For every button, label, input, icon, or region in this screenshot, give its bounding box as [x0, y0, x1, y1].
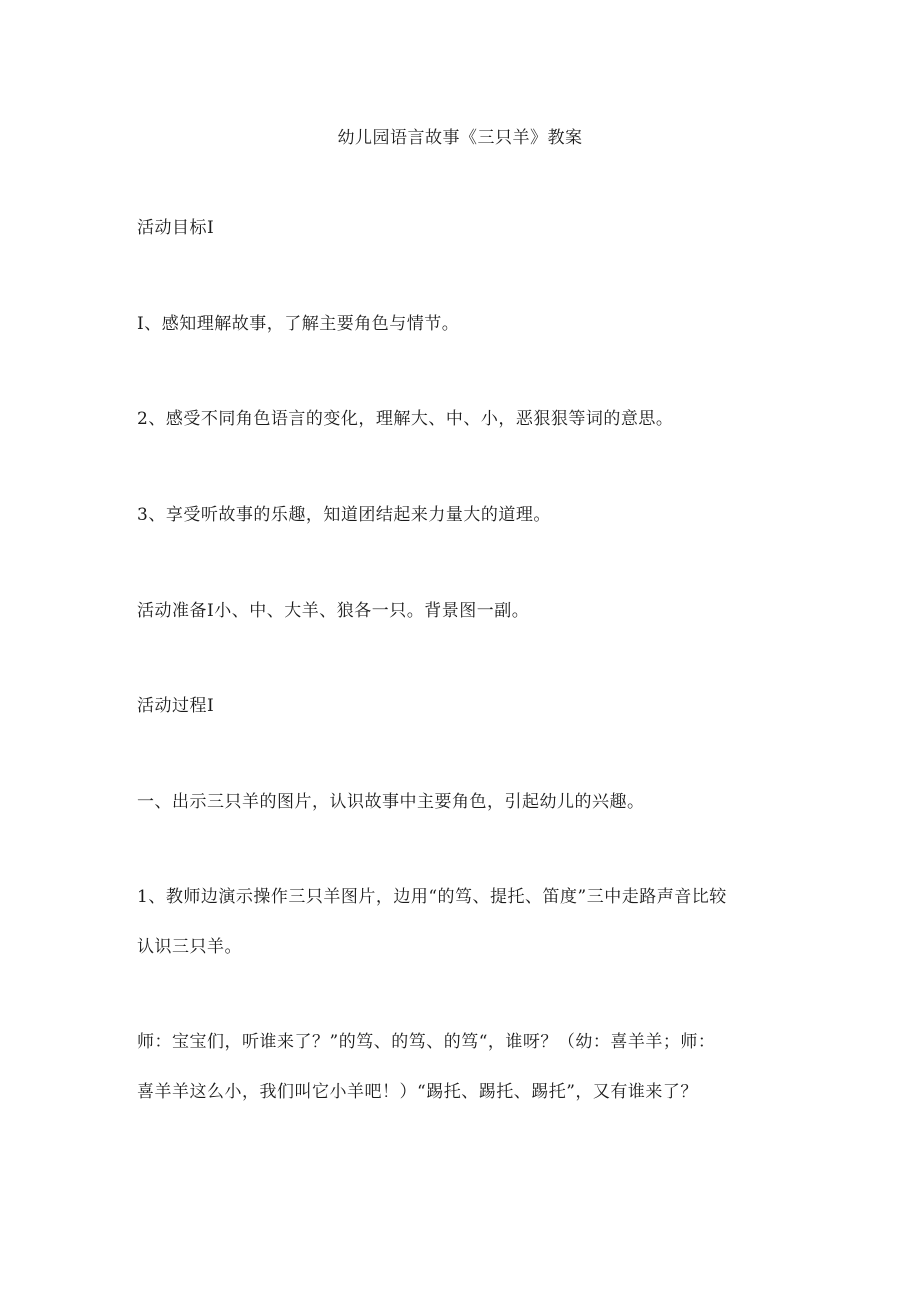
paragraph-goal-3: 3、享受听故事的乐趣，知道团结起来力量大的道理。 [137, 505, 551, 525]
paragraph-dialogue-2: 喜羊羊这么小，我们叫它小羊吧！）“踢托、踢托、踢托”，又有谁来了？ [137, 1082, 698, 1102]
paragraph-dialogue-1: 师：宝宝们，听谁来了？”的笃、的笃、的笃“，谁呀？（幼：喜羊羊；师： [137, 1032, 716, 1052]
paragraph-step-1-1-cont: 认识三只羊。 [137, 937, 242, 957]
section-heading-process: 活动过程I [137, 696, 215, 716]
paragraph-goal-1: I、感知理解故事，了解主要角色与情节。 [137, 314, 460, 334]
paragraph-step-1: 一、出示三只羊的图片，认识故事中主要角色，引起幼儿的兴趣。 [137, 792, 645, 812]
paragraph-preparation: 活动准备I小、中、大羊、狼各一只。背景图一副。 [137, 601, 530, 621]
paragraph-step-1-1: 1、教师边演示操作三只羊图片，边用“的笃、提托、笛度”三中走路声音比较 [137, 887, 727, 907]
document-title: 幼儿园语言故事《三只羊》教案 [337, 128, 583, 148]
section-heading-goals: 活动目标I [137, 218, 215, 238]
paragraph-goal-2: 2、感受不同角色语言的变化，理解大、中、小，恶狠狠等词的意思。 [137, 409, 674, 429]
